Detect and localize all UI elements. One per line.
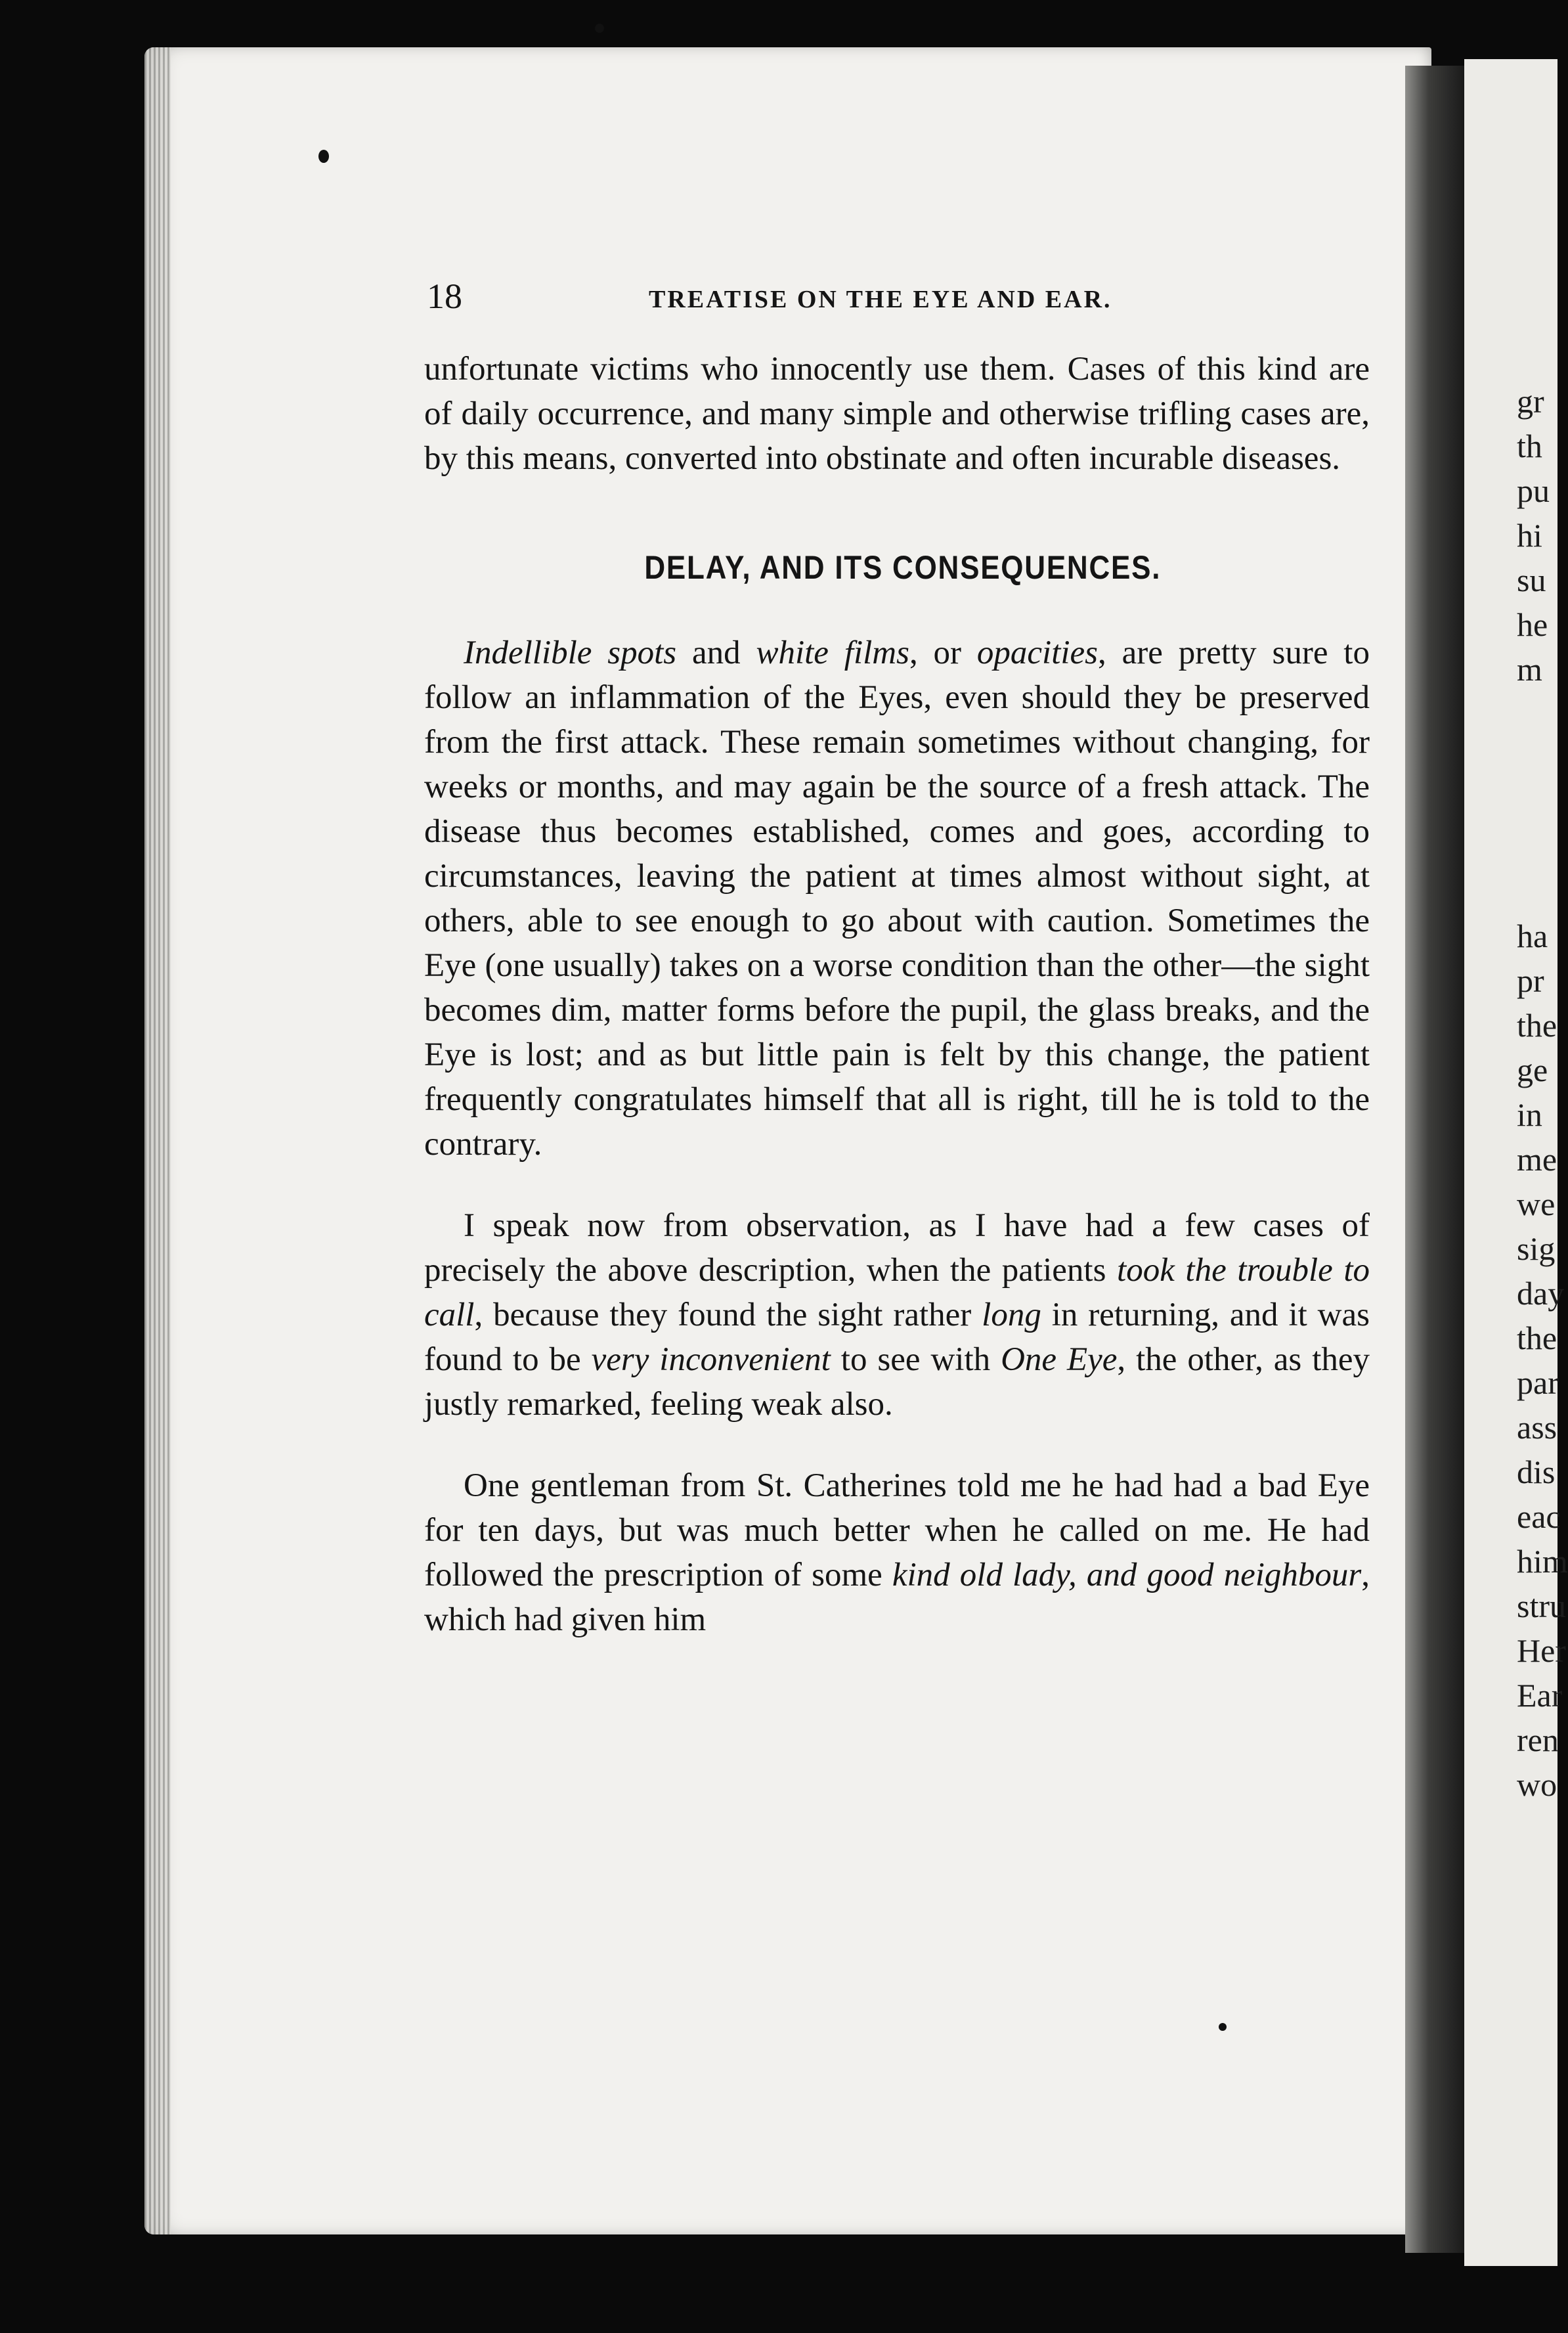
facing-page-fragment: hi — [1517, 517, 1542, 554]
running-head: TREATISE ON THE EYE AND EAR. — [649, 286, 1112, 313]
facing-page-fragment: we — [1517, 1186, 1556, 1222]
scan-speck — [318, 150, 329, 163]
facing-page-fragment: ren — [1517, 1722, 1559, 1758]
italic-phrase: took the trouble to call — [424, 1252, 1370, 1333]
facing-page-fragment: stru — [1517, 1588, 1566, 1624]
paragraph — [424, 631, 1370, 1166]
text-line: otherwise trifling cases are, by this means, converted — [424, 395, 1370, 477]
italic-phrase: very inconvenient — [591, 1341, 831, 1378]
facing-page-fragment: day — [1517, 1275, 1565, 1312]
facing-page-fragment: dis — [1517, 1454, 1556, 1490]
paragraph — [424, 1463, 1370, 1642]
text-run: and — [676, 634, 756, 671]
facing-page-fragment: par — [1517, 1364, 1559, 1401]
section-heading: DELAY, AND ITS CONSEQUENCES. — [644, 549, 1162, 586]
italic-phrase: kind old lady, and good neighbour — [892, 1557, 1362, 1593]
scan-speck — [595, 24, 604, 33]
page-number: 18 — [427, 277, 462, 316]
facing-page-fragment: the — [1517, 1007, 1557, 1044]
facing-page-fragment: he — [1517, 606, 1548, 643]
paragraph-continuation — [424, 347, 1370, 481]
facing-page-fragment: th — [1517, 428, 1542, 464]
facing-page-fragment: eac — [1517, 1498, 1561, 1535]
paragraph — [424, 1203, 1370, 1427]
facing-page-fragment: ge — [1517, 1052, 1548, 1088]
facing-page-fragment: gr — [1517, 383, 1544, 420]
italic-phrase: opacities — [976, 634, 1099, 671]
gutter-shadow — [1405, 66, 1464, 2253]
text-run: , which had given him — [424, 1557, 1370, 1638]
scan-speck — [1219, 2023, 1227, 2031]
facing-page — [1464, 59, 1568, 2266]
text-line: unfortunate victims who innocently use them. Cases of — [424, 351, 1186, 388]
facing-page-fragment: the — [1517, 1320, 1557, 1356]
facing-page-fragment: ha — [1517, 918, 1548, 954]
facing-page-fragment: pu — [1517, 472, 1550, 509]
text-line: this kind are of daily occurrence, and many simple and — [424, 351, 1370, 432]
text-run: , the other, as they justly remarked, feeling weak also. — [424, 1341, 1370, 1423]
facing-page-fragment: Ear — [1517, 1677, 1563, 1714]
facing-page-fragment: sig — [1517, 1230, 1556, 1267]
text-line: into obstinate and often incurable diseases. — [765, 440, 1341, 477]
facing-page-fragment: Her — [1517, 1632, 1566, 1669]
italic-phrase: long — [982, 1297, 1041, 1333]
italic-phrase: Indellible spots — [464, 634, 677, 671]
facing-page-fragment: him — [1517, 1543, 1568, 1580]
text-run: , are pretty sure to follow an inflammation of the Eyes, even should they be preserved from the first attack. These remain sometimes without changing, for weeks or months, and may again be the source of a fresh attack. The disease thus becomes established, comes and goes, according to circumstances, leaving the patient at times almost without sight, at others, able to see enough to go about with caution. Sometimes the Eye (one usually) takes on a worse condition than the other—the sight becomes dim, matter forms before the pupil, the glass breaks, and the Eye is lost; and as but little pain is felt by this change, the patient frequently congratulates himself that all is right, till he is told to the contrary. — [424, 634, 1370, 1163]
facing-page-fragment: su — [1517, 562, 1546, 598]
italic-phrase: white films — [756, 634, 909, 671]
italic-phrase: One Eye — [1001, 1341, 1118, 1378]
facing-page-fragment: me — [1517, 1141, 1557, 1178]
facing-page-fragment: ass — [1517, 1409, 1557, 1446]
facing-page-fragment: m — [1517, 651, 1542, 688]
page-header — [427, 276, 1372, 322]
facing-page-fragment: pr — [1517, 962, 1544, 999]
facing-page-fragment: in — [1517, 1096, 1542, 1133]
facing-page-fragment: wo — [1517, 1766, 1557, 1803]
page-stack-edge — [144, 47, 171, 2234]
text-run: , because they found the sight rather — [474, 1297, 982, 1333]
text-run: , or — [909, 634, 977, 671]
page-body — [424, 347, 1370, 1642]
text-run: One gentleman from St. Catherines told me he had had a bad Eye for ten days, but was much better when he called on me. He had followed the prescription of some — [424, 1467, 1370, 1593]
text-run: I speak now from observation, as I have had a few cases of precisely the above description, when the patients — [424, 1207, 1370, 1289]
text-run: to see with — [830, 1341, 1001, 1378]
text-run: in returning, and it was found to be — [424, 1297, 1370, 1378]
